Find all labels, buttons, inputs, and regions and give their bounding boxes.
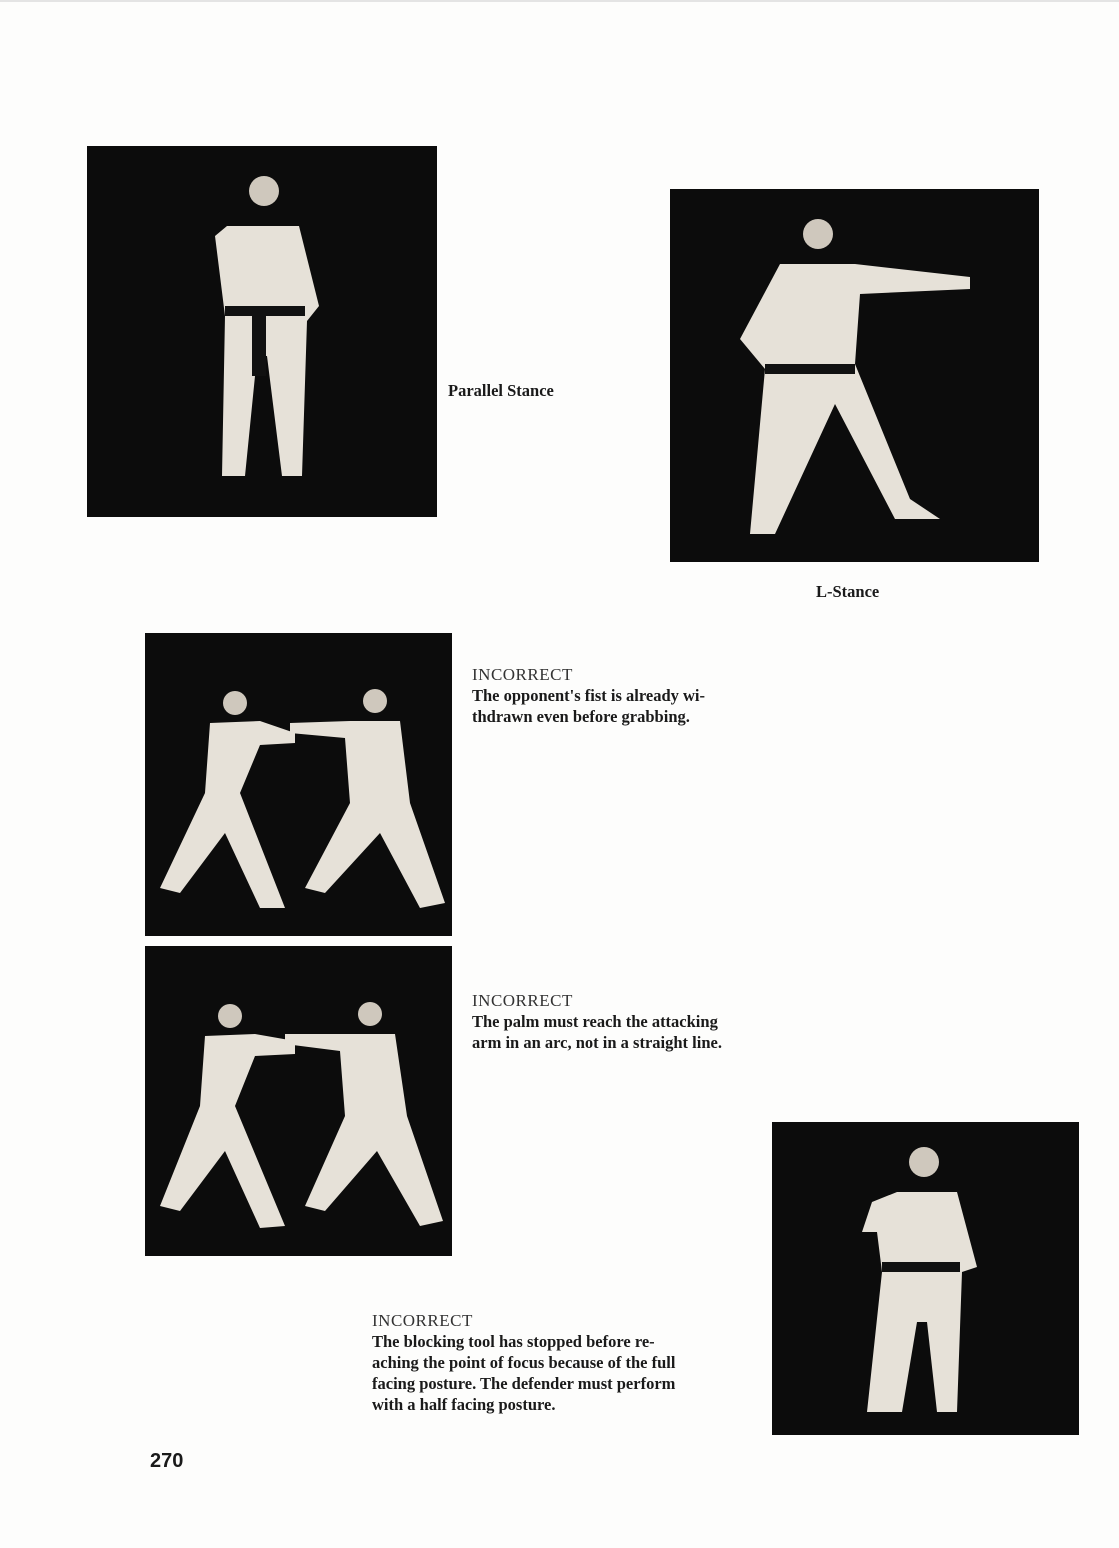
page-number: 270 <box>150 1450 184 1472</box>
note-text-line: aching the point of focus because of the full <box>372 1353 676 1372</box>
note-incorrect-1 <box>472 664 705 727</box>
note-heading: INCORRECT <box>472 665 573 684</box>
photo-incorrect-grab <box>145 633 452 936</box>
note-text-line: thdrawn even before grabbing. <box>472 707 690 726</box>
scan-edge <box>0 0 1119 2</box>
photo-parallel-stance <box>87 146 437 517</box>
note-text-line: facing posture. The defender must perform <box>372 1374 676 1393</box>
note-incorrect-2 <box>472 990 722 1053</box>
photo-incorrect-palm <box>145 946 452 1256</box>
note-incorrect-3 <box>372 1310 675 1415</box>
caption-l-stance: L-Stance <box>816 582 880 601</box>
photo-incorrect-facing <box>772 1122 1079 1435</box>
photo-l-stance <box>670 189 1039 562</box>
note-heading: INCORRECT <box>372 1311 473 1330</box>
note-text-line: The palm must reach the attacking <box>472 1012 718 1031</box>
caption-parallel-stance: Parallel Stance <box>448 381 554 400</box>
note-heading: INCORRECT <box>472 991 573 1010</box>
note-text-line: with a half facing posture. <box>372 1395 556 1414</box>
note-text-line: The opponent's fist is already wi- <box>472 686 706 705</box>
note-text-line: The blocking tool has stopped before re- <box>372 1332 655 1351</box>
note-text-line: arm in an arc, not in a straight line. <box>472 1033 722 1052</box>
